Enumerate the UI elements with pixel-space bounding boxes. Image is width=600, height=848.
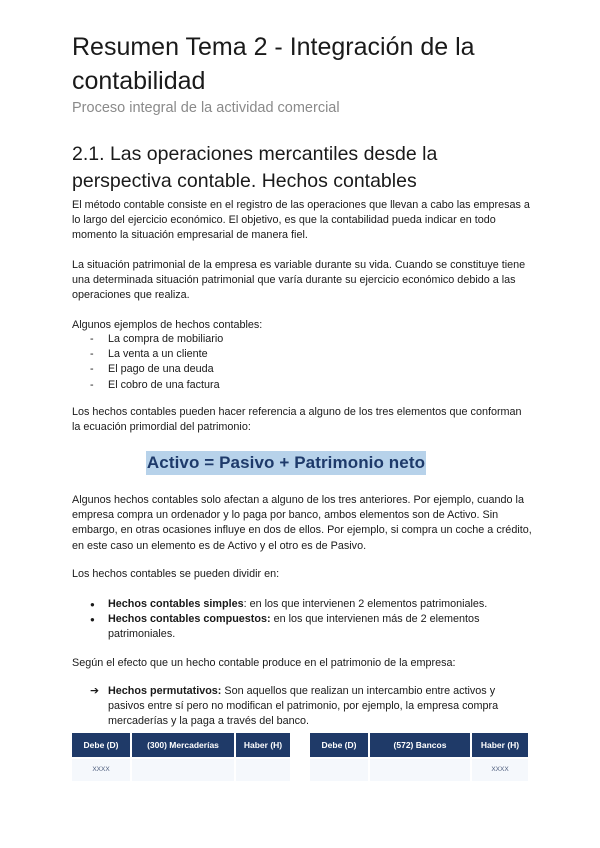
paragraph-method: El método contable consiste en el registro de las operaciones que llevan a cabo las empresas a lo largo del ejercicio económico. El objetivo, es que la contabilidad pueda indicar en todo momento la situación empresarial de manera fiel. (72, 199, 530, 242)
ledger-left-debe-header: Debe (D) (72, 733, 130, 757)
paragraph-effect-intro: Según el efecto que un hecho contable produce en el patrimonio de la empresa: (72, 657, 456, 669)
ledger-right-haber-header: Haber (H) (472, 733, 528, 757)
section-heading: 2.1. Las operaciones mercantiles desde la perspectiva contable. Hechos contables (72, 143, 438, 192)
examples-list (88, 332, 528, 393)
paragraph-equation-intro: Los hechos contables pueden hacer referencia a alguno de los tres elementos que conforman la ecuación primordial del patrimonio: (72, 406, 522, 434)
list-item (90, 597, 530, 612)
document-title: Resumen Tema 2 - Integración de la contabilidad (72, 33, 475, 95)
equation-banner: Activo = Pasivo + Patrimonio neto (146, 451, 426, 475)
paragraph-situation: La situación patrimonial de la empresa es variable durante su vida. Cuando se constituye tiene una determinada situación patrimonial que varía durante su ejercicio económico debido a las operaciones que realiza. (72, 259, 526, 302)
paragraph-examples-effects: Algunos hechos contables solo afectan a alguno de los tres anteriores. Por ejemplo, cuando la empresa compra un ordenador y lo paga por banco, ambos elementos son de Activo. Sin embargo, en otras ocasiones influye en dos de ellos. Por ejemplo, si compra un coche a crédito, en este caso un elemento es de Activo y el otro es de Pasivo. (72, 494, 532, 552)
term-desc: Son aquellos que realizan un intercambio entre activos y pasivos entre sí pero no modifican el patrimonio, por ejemplo, la empresa compra mercaderías y la paga a través del banco. (108, 685, 499, 728)
ledger-left-account-cell (132, 759, 234, 781)
document-subtitle: Proceso integral de la actividad comercial (72, 100, 340, 116)
ledger-right-debe-value (310, 759, 368, 781)
list-item: - La compra de mobiliario (88, 332, 528, 347)
ledger-left-account-header: (300) Mercaderías (132, 733, 234, 757)
ledger-left-haber-value (236, 759, 290, 781)
list-item: - El cobro de una factura (88, 378, 528, 393)
term-sep: : (243, 598, 247, 610)
ledger-right-account-cell (370, 759, 470, 781)
ledger-left-haber-header: Haber (H) (236, 733, 290, 757)
list-item (90, 612, 530, 642)
term: Hechos contables simples (108, 598, 244, 610)
ledger-left-debe-value: XXXX (72, 759, 130, 781)
paragraph-division-intro: Los hechos contables se pueden dividir en: (72, 568, 280, 580)
list-item: - El pago de una deuda (88, 362, 528, 377)
term-desc: en los que intervienen más de 2 elementos patrimoniales. (108, 613, 480, 641)
list-item: - La venta a un cliente (88, 347, 528, 362)
term-desc: en los que intervienen 2 elementos patrimoniales. (246, 598, 488, 610)
term: Hechos permutativos: (108, 685, 222, 697)
ledger-right-account-header: (572) Bancos (370, 733, 470, 757)
term: Hechos contables compuestos: (108, 613, 271, 626)
ledger-right-haber-value: XXXX (472, 759, 528, 781)
list-item (90, 684, 530, 730)
ledger-right-debe-header: Debe (D) (310, 733, 368, 757)
types-list (90, 597, 530, 643)
ledger-tables (72, 733, 532, 783)
effects-list (90, 684, 530, 730)
paragraph-examples-intro: Algunos ejemplos de hechos contables: (72, 319, 263, 331)
